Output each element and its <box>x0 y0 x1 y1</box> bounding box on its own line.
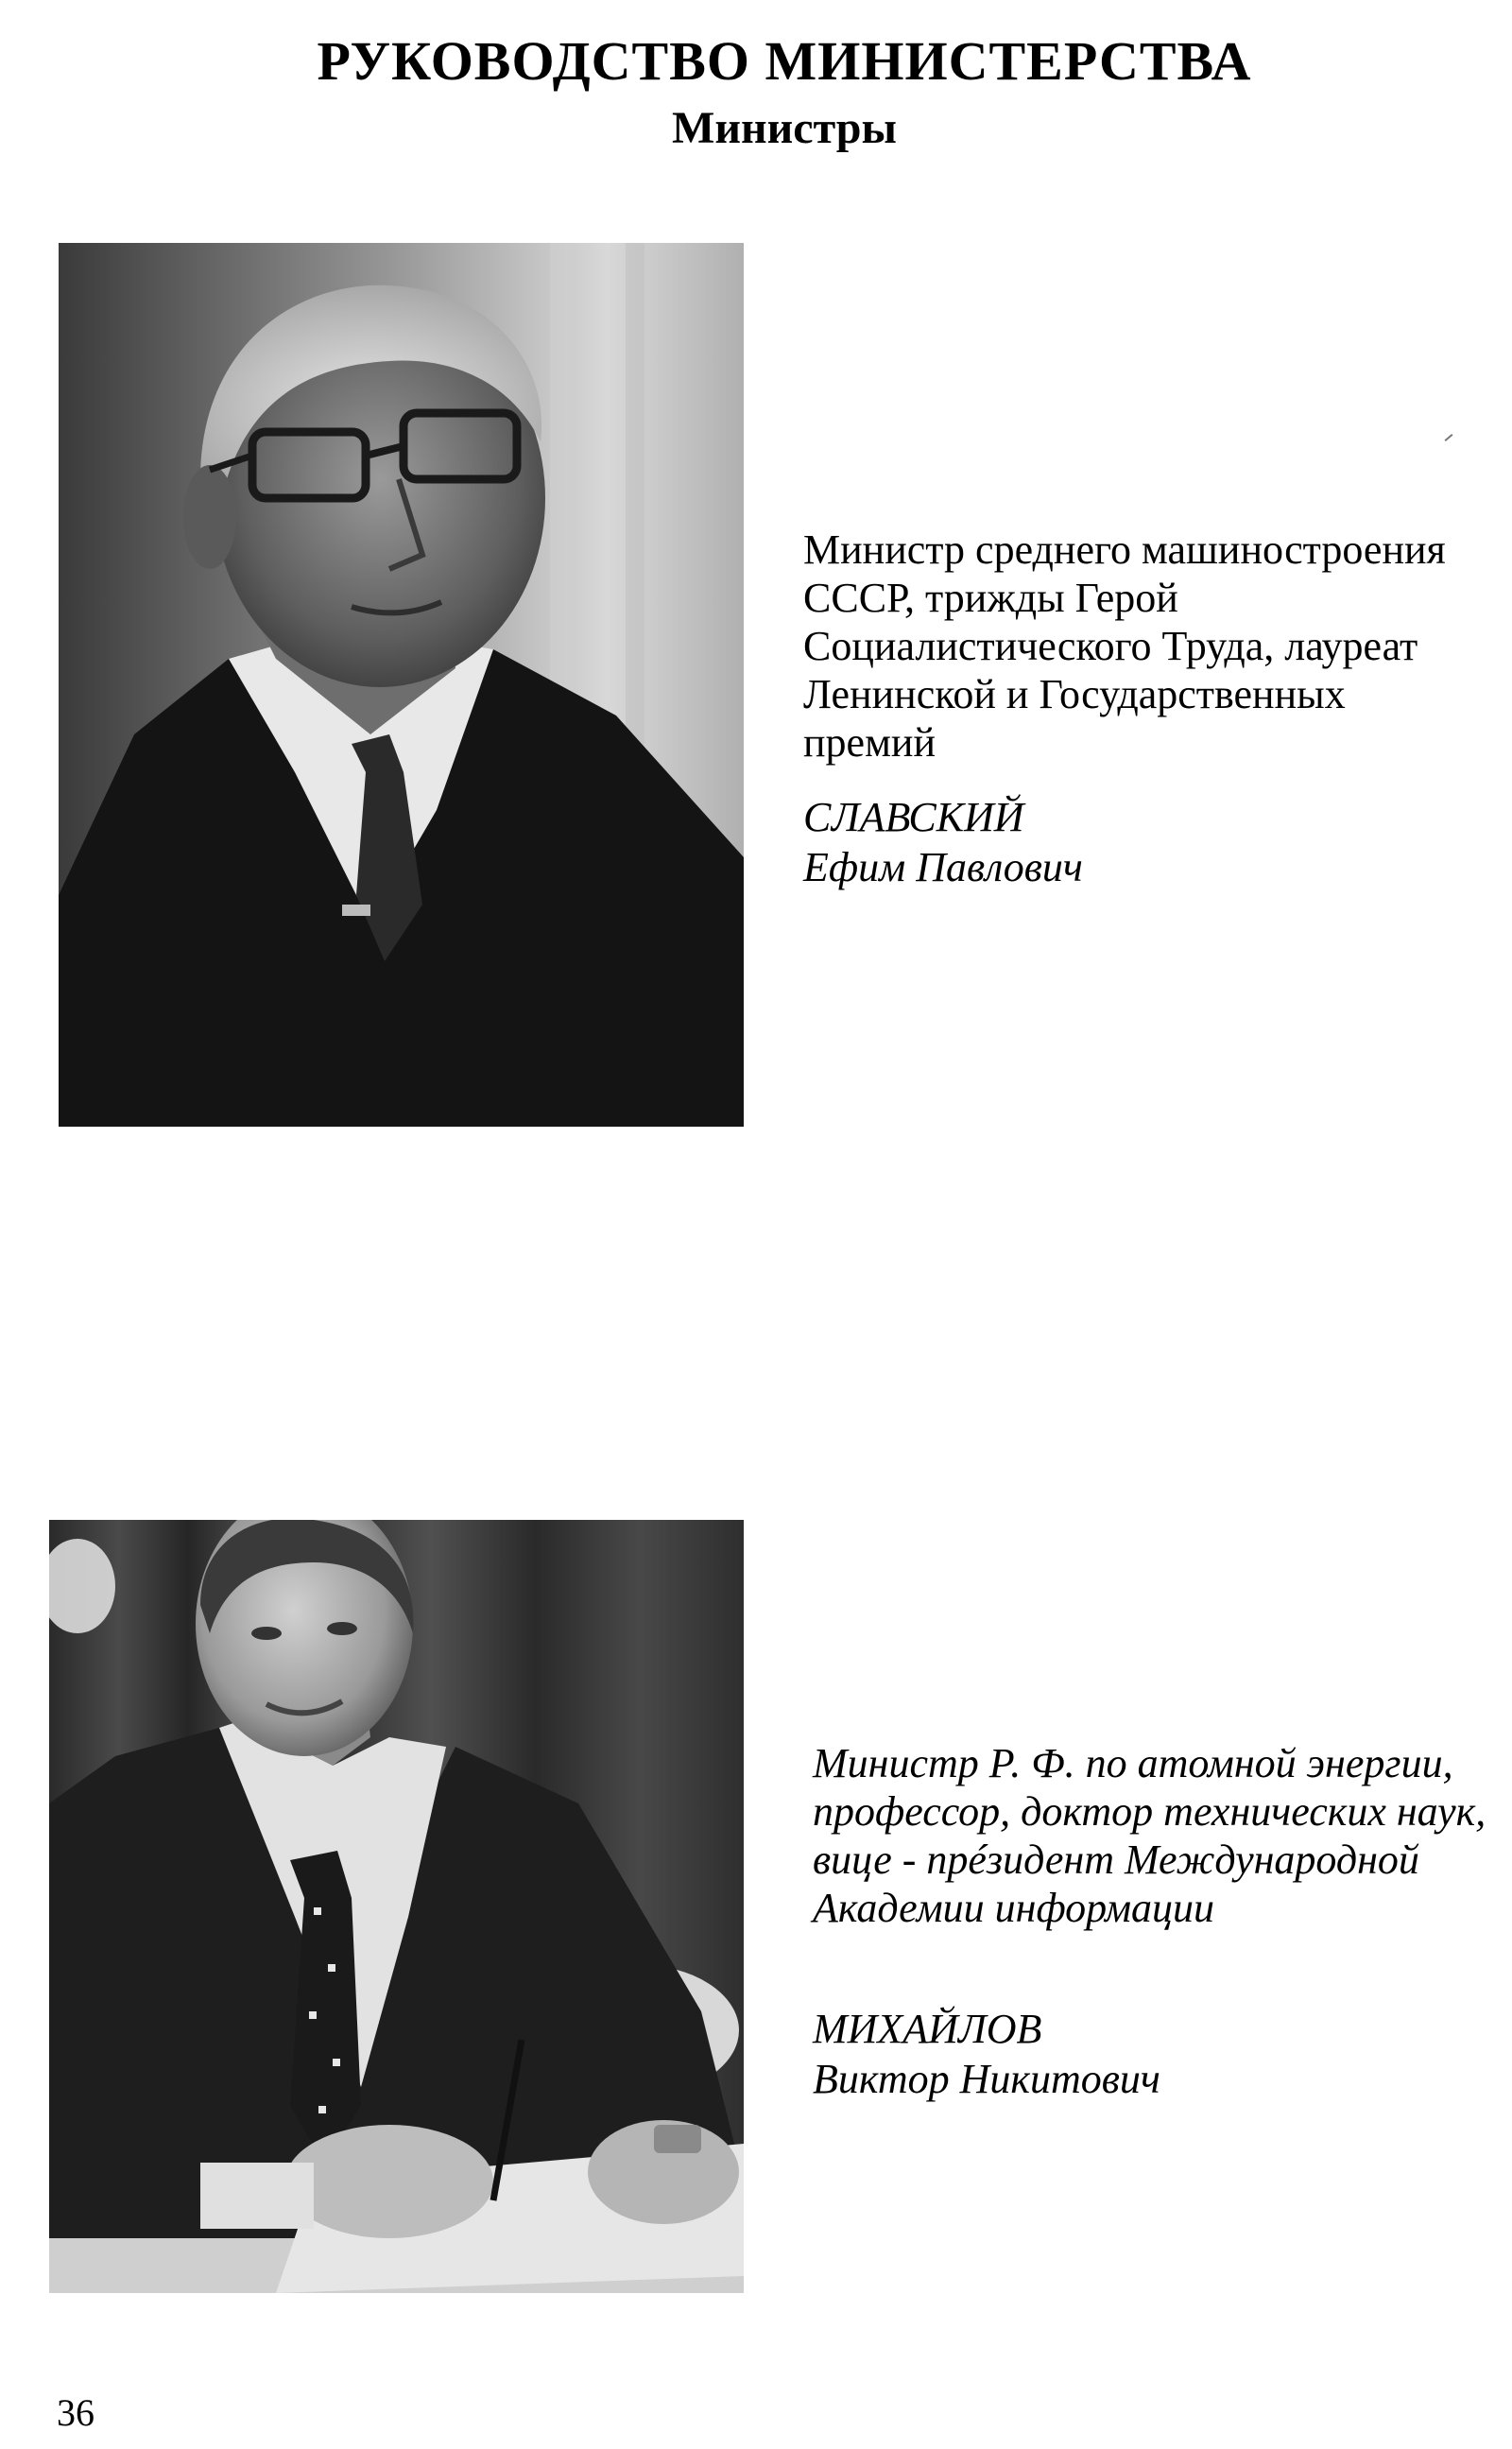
minister-portrait-slavsky <box>59 243 744 1127</box>
minister-surname: СЛАВСКИЙ <box>803 794 1024 840</box>
minister-portrait-mikhailov <box>49 1520 744 2293</box>
page-title: РУКОВОДСТВО МИНИСТЕРСТВА <box>317 30 1252 92</box>
scan-mark <box>1445 434 1453 441</box>
minister-description: Министр среднего машиностроения СССР, трижды Герой Социалистического Труда, лауреат Ленинской и Государственных премий <box>803 526 1446 766</box>
page-subtitle: Министры <box>672 103 897 153</box>
minister-given-names: Виктор Никитович <box>813 2056 1160 2102</box>
minister-description: Министр Р. Ф. по атомной энергии, профессор, доктор технических наук, вице - прéзидент Международной Академии информации <box>813 1740 1486 1931</box>
minister-given-names: Ефим Павлович <box>803 844 1083 890</box>
minister-surname: МИХАЙЛОВ <box>813 2006 1042 2052</box>
minister-name <box>813 2004 1160 2104</box>
minister-name <box>803 792 1083 892</box>
page-number: 36 <box>57 2391 94 2434</box>
